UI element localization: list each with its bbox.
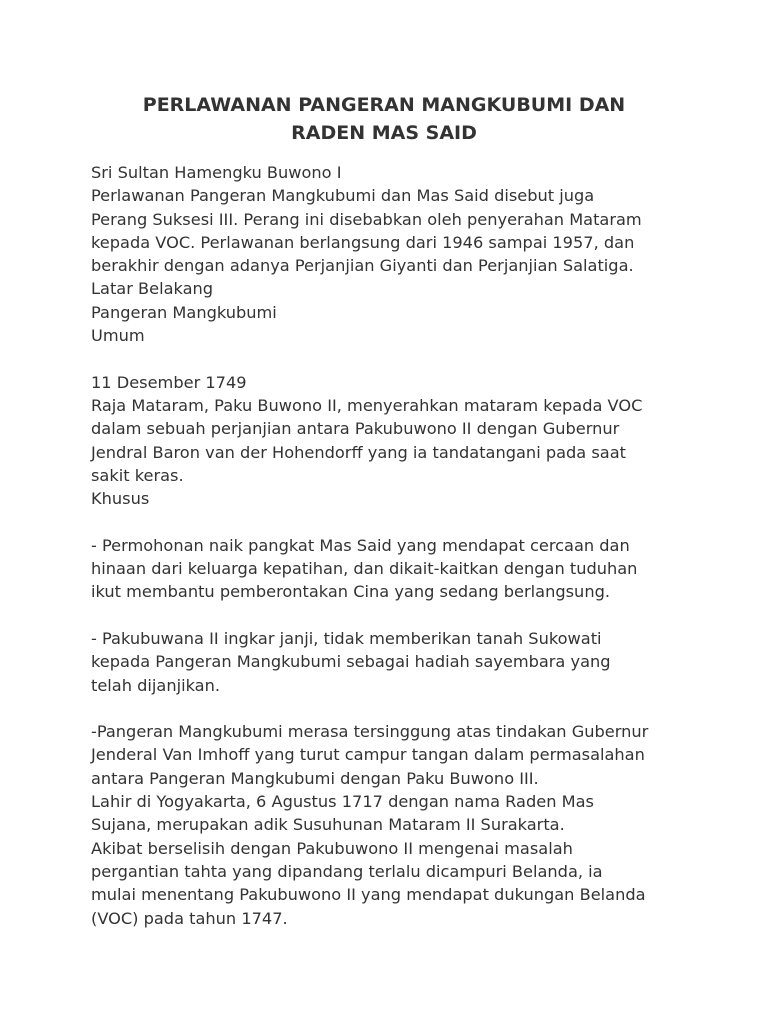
document-title: [91, 91, 677, 147]
body-line: kepada Pangeran Mangkubumi sebagai hadiah sayembara yang: [91, 652, 611, 672]
blank-line: [91, 510, 691, 533]
body-line: pergantian tahta yang dipandang terlalu dicampuri Belanda, ia: [91, 861, 603, 881]
body-line: mulai menentang Pakubuwono II yang mendapat dukungan Belanda: [91, 885, 646, 905]
body-line: kepada VOC. Perlawanan berlangsung dari 1946 sampai 1957, dan: [91, 232, 635, 252]
body-line: - Permohonan naik pangkat Mas Said yang mendapat cercaan dan: [91, 535, 630, 555]
body-line: -Pangeran Mangkubumi merasa tersinggung atas tindakan Gubernur: [91, 722, 649, 742]
body-line: ikut membantu pemberontakan Cina yang sedang berlangsung.: [91, 582, 610, 602]
body-line: Perlawanan Pangeran Mangkubumi dan Mas Said disebut juga: [91, 186, 595, 206]
body-line: sakit keras.: [91, 465, 184, 485]
blank-line: [91, 347, 691, 370]
blank-line: [91, 604, 691, 627]
body-line: Jenderal Van Imhoff yang turut campur tangan dalam permasalahan: [91, 745, 645, 765]
body-line: Khusus: [91, 489, 150, 509]
body-line: Sujana, merupakan adik Susuhunan Mataram II Surakarta.: [91, 815, 565, 835]
body-line: antara Pangeran Mangkubumi dengan Paku Buwono III.: [91, 768, 539, 788]
body-line: Umum: [91, 326, 145, 346]
body-line: 11 Desember 1749: [91, 372, 247, 392]
body-line: dalam sebuah perjanjian antara Pakubuwono II dengan Gubernur: [91, 419, 620, 439]
body-line: Jendral Baron van der Hohendorff yang ia tandatangani pada saat: [91, 442, 626, 462]
document-body: [91, 161, 691, 930]
body-line: Sri Sultan Hamengku Buwono I: [91, 163, 342, 182]
body-line: (VOC) pada tahun 1747.: [91, 908, 288, 928]
title-line: RADEN MAS SAID: [291, 122, 477, 144]
blank-line: [91, 697, 691, 720]
body-line: Lahir di Yogyakarta, 6 Agustus 1717 dengan nama Raden Mas: [91, 792, 594, 812]
body-line: Raja Mataram, Paku Buwono II, menyerahkan mataram kepada VOC: [91, 395, 643, 415]
body-line: Pangeran Mangkubumi: [91, 302, 277, 322]
body-line: - Pakubuwana II ingkar janji, tidak memberikan tanah Sukowati: [91, 628, 602, 648]
body-line: hinaan dari keluarga kepatihan, dan dikait-kaitkan dengan tuduhan: [91, 559, 638, 579]
body-line: Latar Belakang: [91, 279, 214, 299]
body-line: telah dijanjikan.: [91, 675, 220, 695]
body-line: berakhir dengan adanya Perjanjian Giyanti dan Perjanjian Salatiga.: [91, 256, 634, 276]
body-line: Akibat berselisih dengan Pakubuwono II mengenai masalah: [91, 838, 573, 858]
body-line: Perang Suksesi III. Perang ini disebabkan oleh penyerahan Mataram: [91, 209, 642, 229]
title-line: PERLAWANAN PANGERAN MANGKUBUMI DAN: [142, 94, 626, 116]
